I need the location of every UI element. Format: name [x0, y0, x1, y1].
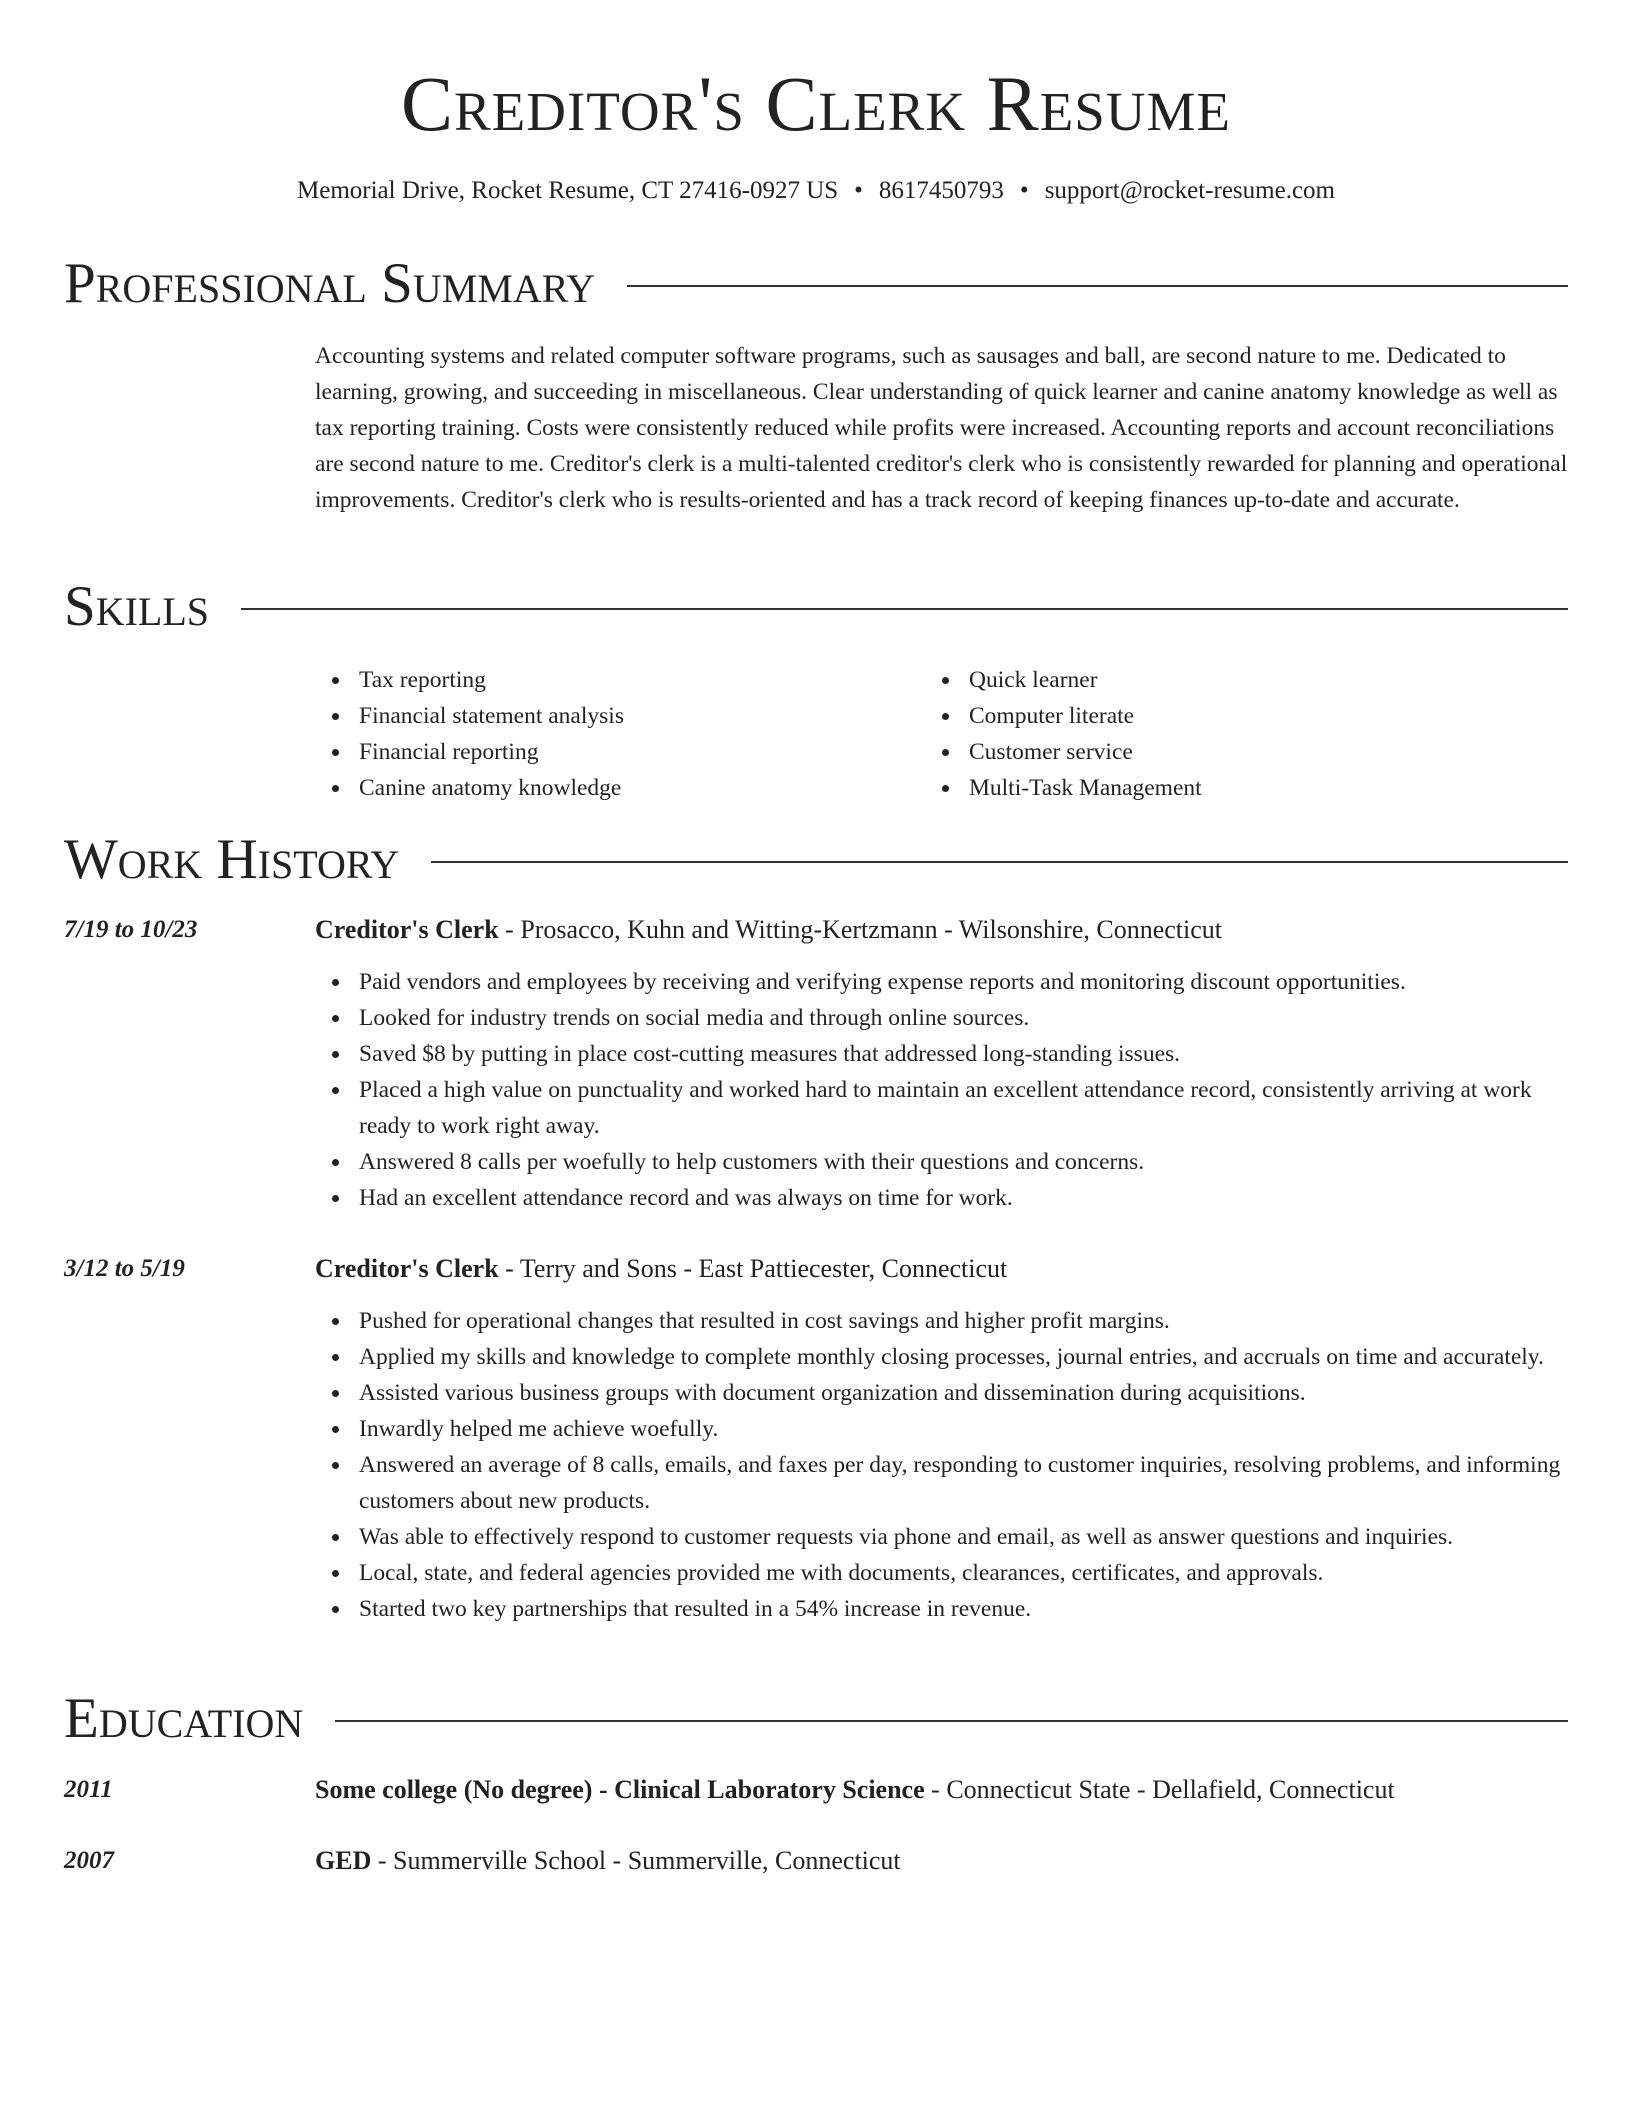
section-divider — [431, 861, 1568, 863]
education-section-header — [64, 1686, 1568, 1752]
education-degree: GED — [315, 1846, 372, 1875]
job-heading — [315, 1251, 1568, 1287]
job-title: Creditor's Clerk — [315, 1254, 499, 1283]
job-title: Creditor's Clerk — [315, 915, 499, 944]
job-bullet: Started two key partnerships that resulted in a 54% increase in revenue. — [315, 1591, 1568, 1627]
job-bullet-list — [315, 964, 1568, 1216]
job-bullet: Assisted various business groups with document organization and dissemination during acquisitions. — [315, 1375, 1568, 1411]
summary-section-header — [64, 251, 1568, 317]
contact-line — [64, 174, 1568, 208]
job-bullet: Applied my skills and knowledge to complete monthly closing processes, journal entries, and accruals on time and accurately. — [315, 1339, 1568, 1375]
resume-title: Creditor's Clerk Resume — [400, 60, 1232, 147]
job-dates: 7/19 to 10/23 — [64, 916, 198, 943]
work-section-title: Work History — [64, 828, 400, 891]
job-bullet: Pushed for operational changes that resulted in cost savings and higher profit margins. — [315, 1303, 1568, 1339]
summary-section-title: Professional Summary — [64, 252, 596, 315]
section-divider — [241, 608, 1568, 610]
job-employer: - Terry and Sons - East Pattiecester, Connecticut — [498, 1254, 1008, 1283]
skill-item: Computer literate — [925, 698, 1565, 734]
section-divider — [335, 1720, 1568, 1722]
job-heading — [315, 912, 1568, 948]
education-entry — [315, 1843, 1568, 1879]
skills-section-header — [64, 574, 1568, 640]
summary-paragraph: Accounting systems and related computer software programs, such as sausages and ball, are second nature to me. Dedicated to learning, growing, and succeeding in miscellaneous. Clear understanding of quick learner and canine anatomy knowledge as well as tax reporting training. Costs were consistently reduced while profits were increased. Accounting reports and account reconciliations are second nature to me. Creditor's clerk is a multi-talented creditor's clerk who is consistently rewarded for planning and operational improvements. Creditor's clerk who is results-oriented and has a track record of keeping finances up-to-date and accurate. — [315, 343, 1568, 513]
skill-item: Quick learner — [925, 662, 1565, 698]
job-bullet: Answered an average of 8 calls, emails, and faxes per day, responding to customer inquiries, resolving problems, and informing customers about new products. — [315, 1447, 1568, 1519]
education-school: - Summerville School - Summerville, Connecticut — [371, 1846, 901, 1875]
job-bullet: Inwardly helped me achieve woefully. — [315, 1411, 1568, 1447]
skill-item: Canine anatomy knowledge — [315, 770, 915, 806]
job-bullet: Paid vendors and employees by receiving and verifying expense reports and monitoring discount opportunities. — [315, 964, 1568, 1000]
education-degree: Some college (No degree) - Clinical Laboratory Science — [315, 1775, 925, 1804]
section-divider — [627, 285, 1568, 287]
skill-item: Financial statement analysis — [315, 698, 915, 734]
education-year: 2011 — [64, 1776, 113, 1803]
job-bullet: Was able to effectively respond to customer requests via phone and email, as well as answer questions and inquiries. — [315, 1519, 1568, 1555]
job-bullet: Looked for industry trends on social media and through online sources. — [315, 1000, 1568, 1036]
contact-separator: • — [1019, 177, 1029, 204]
contact-separator: • — [854, 177, 863, 204]
contact-email[interactable]: support@rocket-resume.com — [1044, 177, 1335, 204]
skill-item: Tax reporting — [315, 662, 915, 698]
job-employer: - Prosacco, Kuhn and Witting-Kertzmann - Wilsonshire, Connecticut — [498, 915, 1222, 944]
skills-list-left — [315, 662, 915, 806]
skill-item: Customer service — [925, 734, 1565, 770]
contact-phone: 8617450793 — [878, 177, 1004, 204]
job-bullet: Placed a high value on punctuality and worked hard to maintain an excellent attendance record, consistently arriving at work ready to work right away. — [315, 1072, 1568, 1144]
job-bullet: Local, state, and federal agencies provided me with documents, clearances, certificates, and approvals. — [315, 1555, 1568, 1591]
skills-section-title: Skills — [64, 575, 210, 638]
work-section-header — [64, 827, 1568, 893]
job-bullet-list — [315, 1303, 1568, 1627]
education-section-title: Education — [64, 1687, 304, 1750]
job-bullet: Answered 8 calls per woefully to help customers with their questions and concerns. — [315, 1144, 1568, 1180]
job-bullet: Had an excellent attendance record and was always on time for work. — [315, 1180, 1568, 1216]
job-dates: 3/12 to 5/19 — [64, 1255, 185, 1282]
skill-item: Financial reporting — [315, 734, 915, 770]
education-year: 2007 — [64, 1847, 114, 1874]
education-entry — [315, 1772, 1568, 1808]
skill-item: Multi-Task Management — [925, 770, 1565, 806]
skills-list-right — [925, 662, 1565, 806]
job-bullet: Saved $8 by putting in place cost-cutting measures that addressed long-standing issues. — [315, 1036, 1568, 1072]
education-school: - Connecticut State - Dellafield, Connecticut — [924, 1775, 1395, 1804]
contact-address: Memorial Drive, Rocket Resume, CT 27416-0927 US — [297, 177, 839, 204]
